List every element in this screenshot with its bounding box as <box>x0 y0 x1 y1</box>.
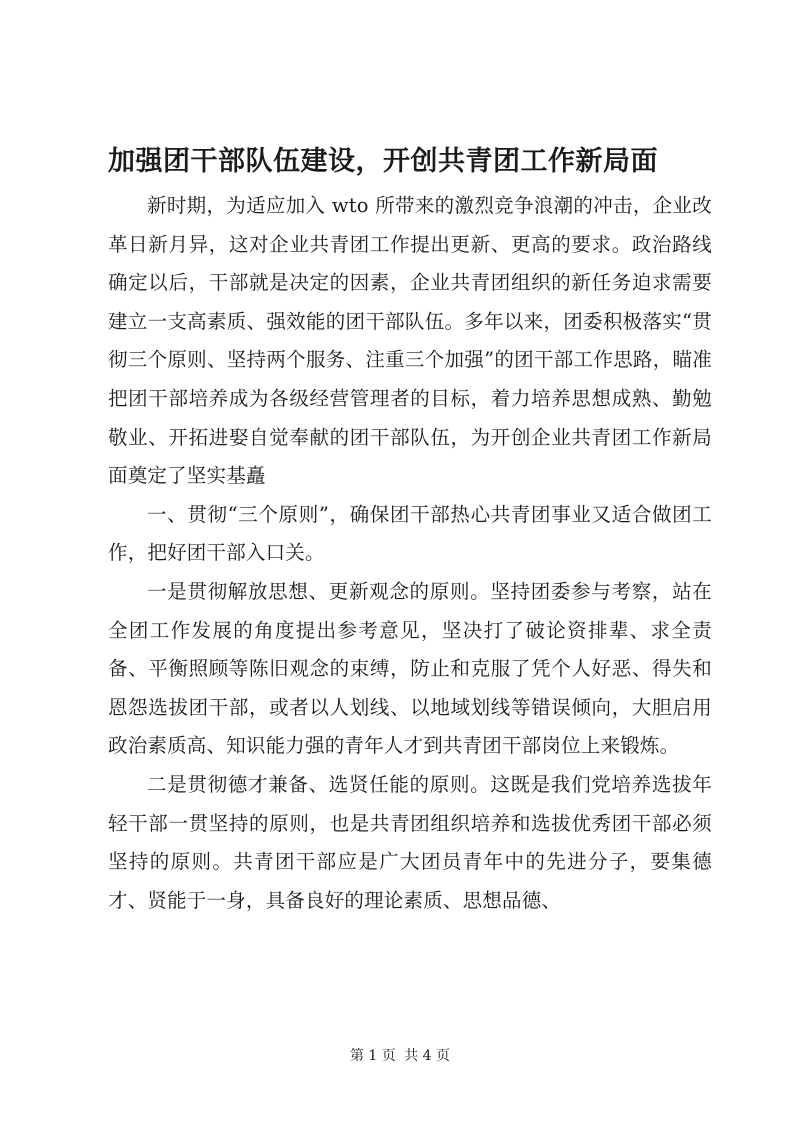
document-title: 加强团干部队伍建设，开创共青团工作新局面 <box>108 146 658 177</box>
body-paragraph: 新时期，为适应加入 wto 所带来的激烈竞争浪潮的冲击，企业改革日新月异，这对企业共青团工作提出更新、更高的要求。政治路线确定以后，干部就是决定的因素，企业共青团组织的新任务迫求需要建立一支高素质、强效能的团干部队伍。多年以来，团委积极落实“贯彻三个原则、坚持两个服务、注重三个加强”的团干部工作思路，瞄准把团干部培养成为各级经营管理者的目标，着力培养思想成熟、勤勉敬业、开拓进娶自觉奉献的团干部队伍，为开创企业共青团工作新局面奠定了坚实基矗 <box>108 194 712 488</box>
page-total: 共 4 页 <box>404 1048 451 1064</box>
body-paragraph: 一、贯彻“三个原则”，确保团干部热心共青团事业又适合做团工作，把好团干部入口关。 <box>108 502 712 565</box>
body-paragraph: 一是贯彻解放思想、更新观念的原则。坚持团委参与考察，站在全团工作发展的角度提出参考意见，坚决打了破论资排辈、求全责备、平衡照顾等陈旧观念的束缚，防止和克服了凭个人好恶、得失和恩怨选拔团干部，或者以人划线、以地域划线等错误倾向，大胆启用政治素质高、知识能力强的青年人才到共青团干部岗位上来锻炼。 <box>108 579 712 758</box>
page-number: 第 1 页 <box>349 1048 396 1064</box>
page-footer <box>0 1046 800 1066</box>
document-body <box>108 187 712 920</box>
body-paragraph: 二是贯彻德才兼备、选贤任能的原则。这既是我们党培养选拔年轻干部一贯坚持的原则，也是共青团组织培养和选拔优秀团干部必须坚持的原则。共青团干部应是广大团员青年中的先进分子，要集德才、贤能于一身，具备良好的理论素质、思想品德、 <box>108 772 712 912</box>
